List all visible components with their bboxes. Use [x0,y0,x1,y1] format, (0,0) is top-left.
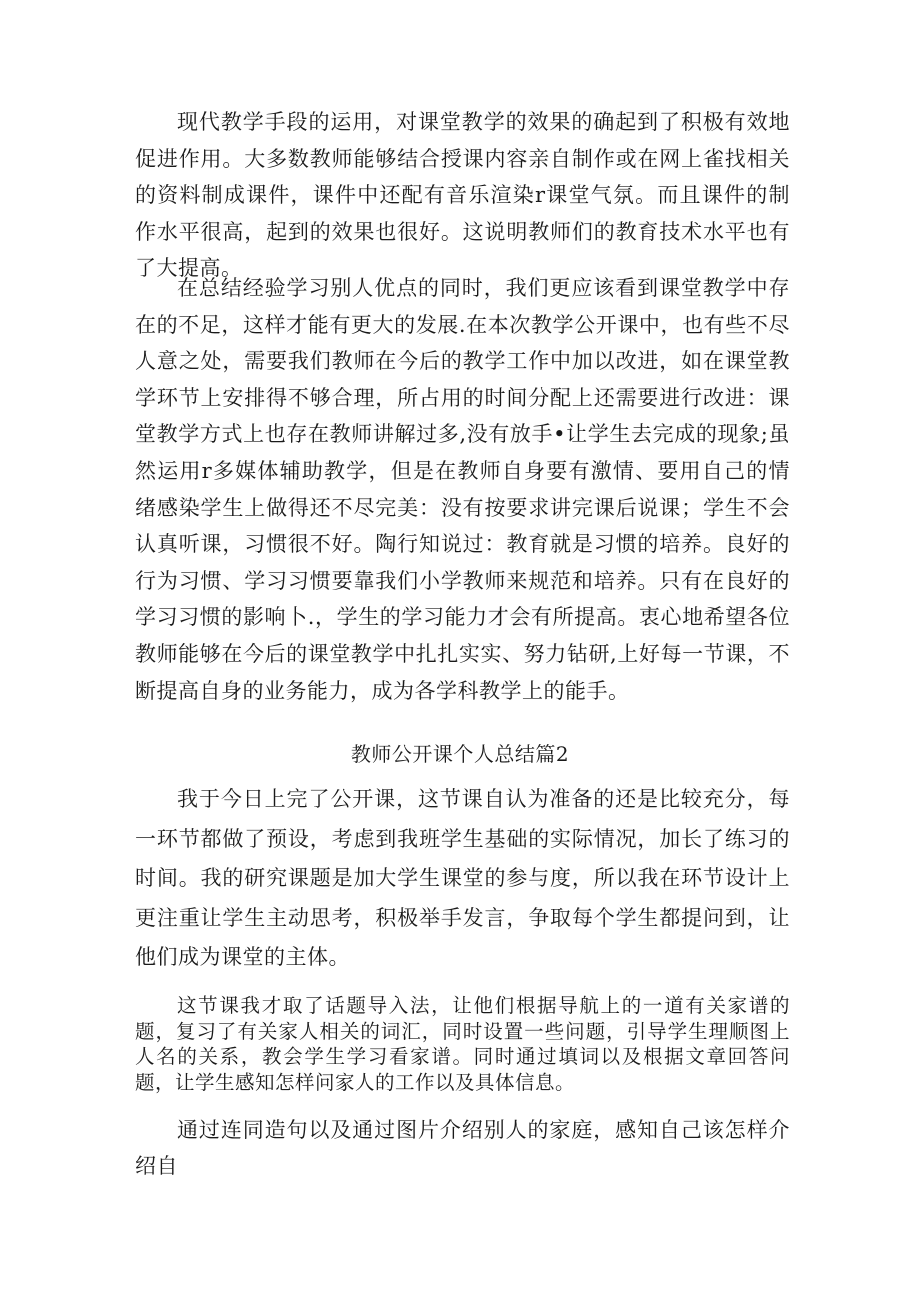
paragraph-topic-introduction: 这节课我才取了话题导入法，让他们根据导航上的一道有关家谱的题，复习了有关家人相关的词汇，同时设置一些问题，引导学生理顺图上人名的关系，教会学生学习看家谱。同时通过填词以及根据文章回答问题，让学生感知怎样问家人的工作以及具体信息。 [135,994,790,1094]
paragraph-open-class-preparation: 我于今日上完了公开课，这节课自认为准备的还是比较充分，每一环节都做了预设，考虑到我班学生基础的实际情况，加长了练习的时间。我的研究课题是加大学生课堂的参与度，所以我在环节设计上更注重让学生主动思考，积极举手发言，争取每个学生都提问到，让他们成为课堂的主体。 [135,787,790,969]
paragraph-sentence-making: 通过连同造句以及通过图片介绍别人的家庭，感知自己该怎样介绍自 [135,1118,790,1178]
paragraph-teaching-technology: 现代教学手段的运用，对课堂教学的效果的确起到了积极有效地促进作用。大多数教师能够结合授课内容亲自制作或在网上雀找相关的资料制成课件，课件中还配有音乐渲染r课堂气氛。而且课件的制作水平很高，起到的效果也很好。这说明教师们的教育技术水平也有了大提高。 [135,110,790,280]
paragraph-shortcomings: 在总结经验学习别人优点的同时，我们更应该看到课堂教学中存在的不足，这样才能有更大的发展.在本次教学公开课中，也有些不尽人意之处，需要我们教师在今后的教学工作中加以改进，如在课堂教学环节上安排得不够合理，所占用的时间分配上还需要进行改进：课堂教学方式上也存在教师讲解过多,没有放手•让学生去完成的现象;虽然运用r多媒体辅助教学，但是在教师自身要有激情、要用自己的情绪感染学生上做得还不尽完美：没有按要求讲完课后说课；学生不会认真听课，习惯很不好。陶行知说过：教育就是习惯的培养。良好的行为习惯、学习习惯要靠我们小学教师来规范和培养。只有在良好的学习习惯的影响卜.，学生的学习能力才会有所提高。衷心地希望各位教师能够在今后的课堂教学中扎扎实实、努力钻研,上好每一节课，不断提高自身的业务能力，成为各学科教学上的能手。 [135,276,790,703]
section-heading: 教师公开课个人总结篇2 [350,742,570,766]
